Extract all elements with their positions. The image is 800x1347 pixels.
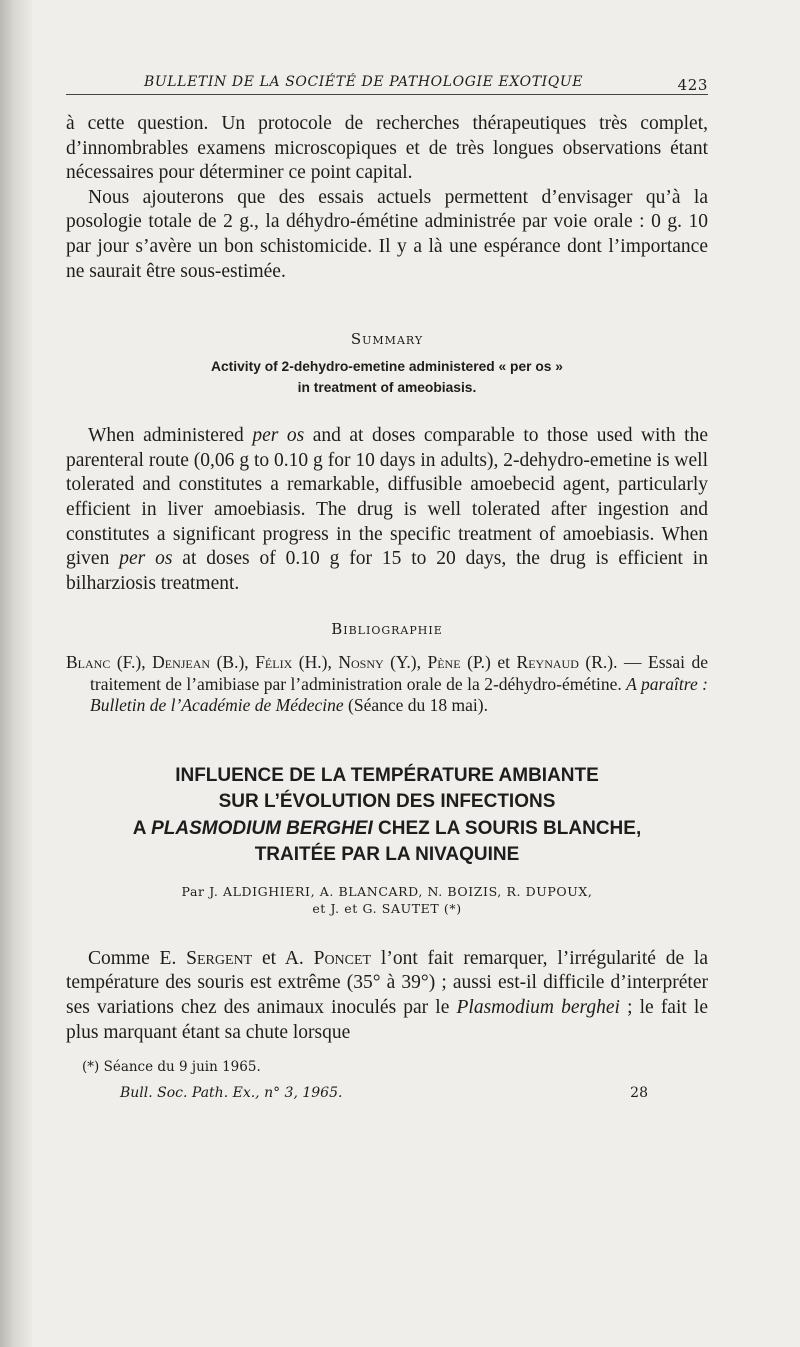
bib-author: Félix (255, 652, 293, 673)
summary-paragraph (66, 424, 708, 596)
article-title-line-1: INFLUENCE DE LA TEMPÉRATURE AMBIANTE (175, 764, 599, 786)
article-continuation (66, 112, 708, 284)
article-title (66, 763, 708, 869)
title-text: CHEZ LA SOURIS BLANCHE, (372, 817, 642, 839)
bib-author-initials: (B.), (210, 652, 256, 673)
article-title-line-2: SUR L’ÉVOLUTION DES INFECTIONS (218, 791, 556, 813)
summary-italic-2: per os (119, 548, 173, 570)
authors-line-2: et J. et G. SAUTET (*) (312, 900, 462, 916)
bib-author: Reynaud (516, 652, 579, 673)
intro-text: et A. (252, 947, 314, 969)
bibliography-heading: Bibliographie (331, 620, 443, 639)
summary-text-2: and at doses comparable to those used with the parenteral route (0,06 g to 0.10 g for 10 days in adults), 2-dehydro-emetine is well tolerated and constitutes a remarkable, diffusible amoebecid agent, particularly efficient in liver amoebiasis. The drug is well tolerated after ingestion and constitutes a significant progress in the specific treatment of amoebiasis. When given (66, 425, 708, 570)
bibliography-entry (66, 652, 708, 717)
summary-text-3: at doses of 0.10 g for 15 to 20 days, the drug is efficient in bilharziosis treatment. (66, 548, 708, 594)
bib-author-initials: (Y.), (383, 652, 428, 673)
intro-cited-author: Sergent (186, 947, 253, 969)
folio-number: 28 (630, 1085, 648, 1102)
bib-author-initials: (P.) et (460, 652, 517, 673)
bib-author-initials: (R.). — (578, 652, 649, 673)
running-header (66, 68, 708, 95)
article-authors (66, 883, 708, 917)
authors-line-1: Par J. ALDIGHIERI, A. BLANCARD, N. BOIZIS, R. DUPOUX, (181, 883, 593, 899)
footnote: (*) Séance du 9 juin 1965. (82, 1059, 261, 1076)
intro-species: Plasmodium berghei (456, 997, 620, 1018)
summary-text-1: When administered (88, 425, 253, 447)
bib-author: Pène (427, 652, 461, 673)
bib-title: Essai de traitement de l’amibiase par l’administration orale de la 2-déhydro-émétine. (90, 652, 708, 694)
bib-author: Nosny (338, 652, 384, 673)
summary-title (66, 356, 708, 398)
article-title-line-4: TRAITÉE PAR LA NIVAQUINE (254, 844, 520, 866)
journal-page (66, 68, 708, 1109)
page-number: 423 (677, 76, 708, 94)
summary-italic-1: per os (252, 425, 305, 447)
paragraph-1: à cette question. Un protocole de recherches thérapeutiques très complet, d’innombrables examens microscopiques et de très longues observations étant nécessaires pour déterminer ce point capital. (66, 113, 708, 184)
journal-citation: Bull. Soc. Path. Ex., n° 3, 1965. (120, 1085, 343, 1102)
bib-journal: A paraître : Bulletin de l’Académie de Médecine (90, 673, 708, 716)
summary-title-line-2: in treatment of ameobiasis. (297, 380, 477, 396)
bib-author: Blanc (66, 652, 111, 673)
paragraph-2: Nous ajouterons que des essais actuels permettent d’envisager qu’à la posologie totale de 2 g., la déhydro-émétine administrée par voie orale : 0 g. 10 par jour s’avère un bon schistomicide. Il y a là une espérance dont l’importance ne saurait être sous-estimée. (66, 186, 708, 282)
bib-author-initials: (F.), (110, 652, 153, 673)
title-text: A (132, 817, 152, 839)
summary-heading: Summary (350, 330, 424, 349)
running-title: BULLETIN DE LA SOCIÉTÉ DE PATHOLOGIE EXOTIQUE (144, 74, 584, 90)
intro-text: ; le fait le plus marquant étant sa chute lorsque (66, 997, 708, 1043)
bib-author: Denjean (152, 652, 211, 673)
intro-text: l’ont fait remarquer, l’irrégularité de la température des souris est extrême (35° à 39°) ; aussi est-il difficile d’interpréter ses variations chez des animaux inoculés par le (66, 947, 708, 1018)
article-title-line-3 (66, 816, 708, 843)
intro-text: Comme E. (88, 947, 187, 969)
summary-title-line-1: Activity of 2-dehydro-emetine administered « per os » (211, 359, 563, 375)
bib-session: (Séance du 18 mai). (343, 695, 488, 716)
title-species: PLASMODIUM BERGHEI (151, 817, 373, 839)
bib-author-initials: (H.), (292, 652, 339, 673)
book-spine-shadow (0, 0, 32, 1347)
article-intro-paragraph (66, 947, 708, 1045)
intro-cited-author: Poncet (313, 947, 372, 969)
page-footer (66, 1085, 708, 1109)
